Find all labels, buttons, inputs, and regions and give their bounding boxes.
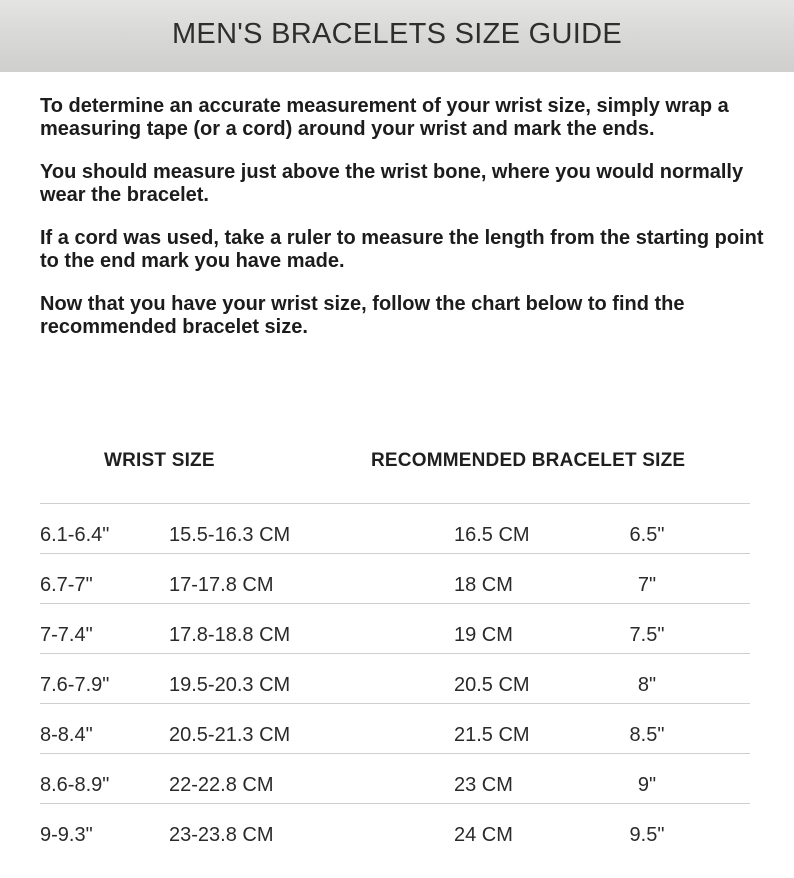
recommended-size-header: RECOMMENDED BRACELET SIZE (371, 450, 686, 471)
size-table (40, 503, 750, 853)
wrist-cm-cell: 19.5-20.3 CM (169, 674, 291, 696)
bracelet-cm-cell: 20.5 CM (454, 674, 530, 696)
bracelet-cm-cell: 24 CM (454, 824, 513, 846)
table-row (40, 704, 750, 754)
bracelet-cm-cell: 18 CM (454, 574, 513, 596)
wrist-cm-cell: 20.5-21.3 CM (169, 724, 291, 746)
bracelet-inches-cell: 9" (637, 774, 657, 796)
bracelet-inches-cell: 8" (637, 674, 657, 696)
wrist-cm-cell: 22-22.8 CM (169, 774, 274, 796)
instructions (40, 95, 770, 359)
wrist-inches-cell: 7.6-7.9" (40, 674, 110, 696)
wrist-inches-cell: 6.1-6.4" (40, 524, 110, 546)
instruction-paragraph: Now that you have your wrist size, follow the chart below to find the recommended bracelet size. (40, 293, 685, 338)
table-row (40, 554, 750, 604)
wrist-inches-cell: 9-9.3" (40, 824, 93, 846)
wrist-inches-cell: 7-7.4" (40, 624, 93, 646)
wrist-cm-cell: 23-23.8 CM (169, 824, 274, 846)
bracelet-inches-cell: 7.5" (629, 624, 665, 646)
wrist-cm-cell: 15.5-16.3 CM (169, 524, 291, 546)
instruction-paragraph: You should measure just above the wrist bone, where you would normally wear the bracelet. (40, 161, 744, 206)
page-title: MEN'S BRACELETS SIZE GUIDE (171, 18, 623, 50)
bracelet-inches-cell: 8.5" (629, 724, 665, 746)
wrist-inches-cell: 8.6-8.9" (40, 774, 110, 796)
title-banner (0, 0, 794, 72)
instruction-paragraph: To determine an accurate measurement of your wrist size, simply wrap a measuring tape (or a cord) around your wrist and mark the ends. (40, 95, 729, 140)
wrist-cm-cell: 17-17.8 CM (169, 574, 274, 596)
bracelet-cm-cell: 21.5 CM (454, 724, 530, 746)
bracelet-inches-cell: 6.5" (629, 524, 665, 546)
table-row (40, 754, 750, 804)
bracelet-cm-cell: 23 CM (454, 774, 513, 796)
wrist-cm-cell: 17.8-18.8 CM (169, 624, 291, 646)
instruction-paragraph: If a cord was used, take a ruler to measure the length from the starting point to the end mark you have made. (40, 227, 764, 272)
table-row (40, 604, 750, 654)
bracelet-cm-cell: 19 CM (454, 624, 513, 646)
bracelet-inches-cell: 7" (637, 574, 657, 596)
wrist-inches-cell: 6.7-7" (40, 574, 93, 596)
table-row (40, 804, 750, 853)
bracelet-inches-cell: 9.5" (629, 824, 665, 846)
table-row (40, 654, 750, 704)
wrist-inches-cell: 8-8.4" (40, 724, 93, 746)
table-row (40, 504, 750, 554)
bracelet-cm-cell: 16.5 CM (454, 524, 530, 546)
wrist-size-header: WRIST SIZE (104, 450, 215, 471)
